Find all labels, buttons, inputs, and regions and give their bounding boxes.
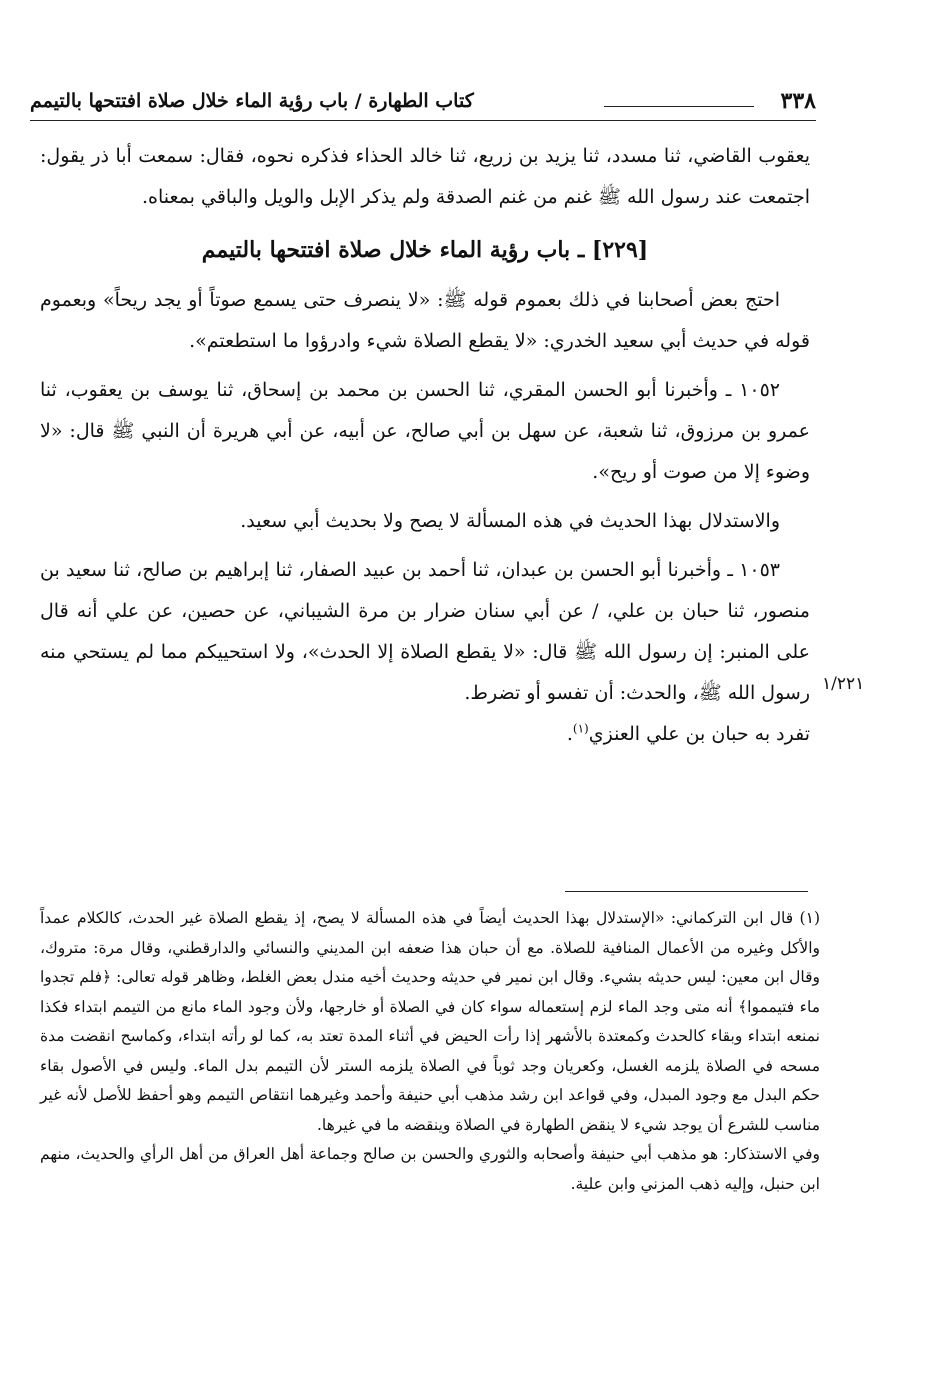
footnotes: [40, 904, 820, 1199]
main-text: [40, 136, 810, 755]
header-rule: [604, 106, 754, 107]
chapter-heading: [٢٢٩] ـ باب رؤية الماء خلال صلاة افتتحها بالتيمم: [201, 237, 649, 263]
paragraph-5-text: تفرد به حبان بن علي العنزي: [588, 723, 810, 745]
hadith-1052: ١٠٥٢ ـ وأخبرنا أبو الحسن المقري، ثنا الحسن بن محمد بن إسحاق، ثنا يوسف بن يعقوب، ثنا عمرو بن مرزوق، ثنا شعبة، عن سهل بن أبي صالح، عن أبيه، عن أبي هريرة أن النبي ﷺ قال: «لا وضوء إلا من صوت أو ريح».: [40, 379, 810, 483]
running-header-title: كتاب الطهارة / باب رؤية الماء خلال صلاة افتتحها بالتيمم: [30, 90, 474, 112]
opening-paragraph: يعقوب القاضي، ثنا مسدد، ثنا يزيد بن زريع، ثنا خالد الحذاء فذكره نحوه، فقال: سمعت أبا ذر يقول: اجتمعت عند رسول الله ﷺ غنم من غنم الصدقة ولم يذكر الإبل والويل والباقي بمعناه.: [40, 145, 810, 208]
footnote-number: (١): [799, 909, 820, 927]
hadith-1053: ١٠٥٣ ـ وأخبرنا أبو الحسن بن عبدان، ثنا أحمد بن عبيد الصفار، ثنا إبراهيم بن صالح، ثنا سعيد بن منصور، ثنا حبان بن علي، / عن أبي سنان ضرار بن مرة الشيباني، عن حصين، عن علي أنه قال على المنبر: إن رسول الله ﷺ قال: «لا يقطع الصلاة إلا الحدث»، ولا استحييكم مما لم يستحي منه رسول الله ﷺ، والحدث: أن تفسو أو تضرط.: [40, 559, 810, 704]
paragraph-1: احتج بعض أصحابنا في ذلك بعموم قوله ﷺ: «لا ينصرف حتى يسمع صوتاً أو يجد ريحاً» وبعموم قوله في حديث أبي سعيد الخدري: «لا يقطع الصلاة شيء وادرؤوا ما استطعتم».: [40, 289, 810, 352]
paragraph-3: والاستدلال بهذا الحديث في هذه المسألة لا يصح ولا بحديث أبي سعيد.: [240, 510, 780, 532]
footnote-ref[interactable]: (١): [572, 721, 589, 736]
page-number: ٣٣٨: [780, 88, 816, 114]
footnote-1: [40, 904, 820, 1140]
margin-reference: ١/٢٢١: [822, 674, 865, 694]
running-header: [30, 86, 816, 121]
footnote-separator: [565, 891, 808, 892]
footnote-1-continued: وفي الاستذكار: هو مذهب أبي حنيفة وأصحابه والثوري والحسن بن صالح وجماعة أهل العراق من أهل الرأي والحديث، منهم ابن حنبل، وإليه ذهب المزني وابن علية.: [40, 1145, 820, 1193]
paragraph-5: [40, 714, 810, 755]
paragraph-5-end: .: [566, 723, 573, 745]
footnote-1-text: قال ابن التركماني: «الإستدلال بهذا الحديث أيضاً في هذه المسألة لا يصح، إذ يقطع الصلاة غير الحدث، كالكلام عمداً والأكل وغيره من الأعمال المنافية للصلاة. مع أن حبان هذا ضعفه ابن المديني والنسائي والدارقطني، وقال مرة: متروك، وقال ابن معين: ليس حديثه بشيء. وقال ابن نمير في حديثه وحديث أخيه مندل بعض الغلط، وظاهر قوله تعالى: ﴿فلم تجدوا ماء فتيمموا﴾ أنه متى وجد الماء لزم إستعماله سواء كان في الصلاة أو خارجها، ولأن وجود الماء مانع من التيمم ابتداء فكذا نمنعه ابتداء وبقاء كالحدث وكمعتدة بالأشهر إذا رأت الحيض في أثناء المدة تعتد به، كما لو رأته ابتداء، وكماسح انقضت مدة مسحه في الصلاة يلزمه الغسل، وكعريان وجد ثوباً في الصلاة يلزمه الستر لأن التيمم بدل الماء. وليس في الأصول بقاء حكم البدل مع وجود المبدل، وفي قواعد ابن رشد مذهب أبي حنيفة وأحمد وغيرهما انتقاص التيمم وهو أحفظ للأصل لأنه غير مناسب للشرع أن يوجد شيء لا ينقض الطهارة في الصلاة وينقضه ما في غيرها.: [40, 909, 820, 1134]
